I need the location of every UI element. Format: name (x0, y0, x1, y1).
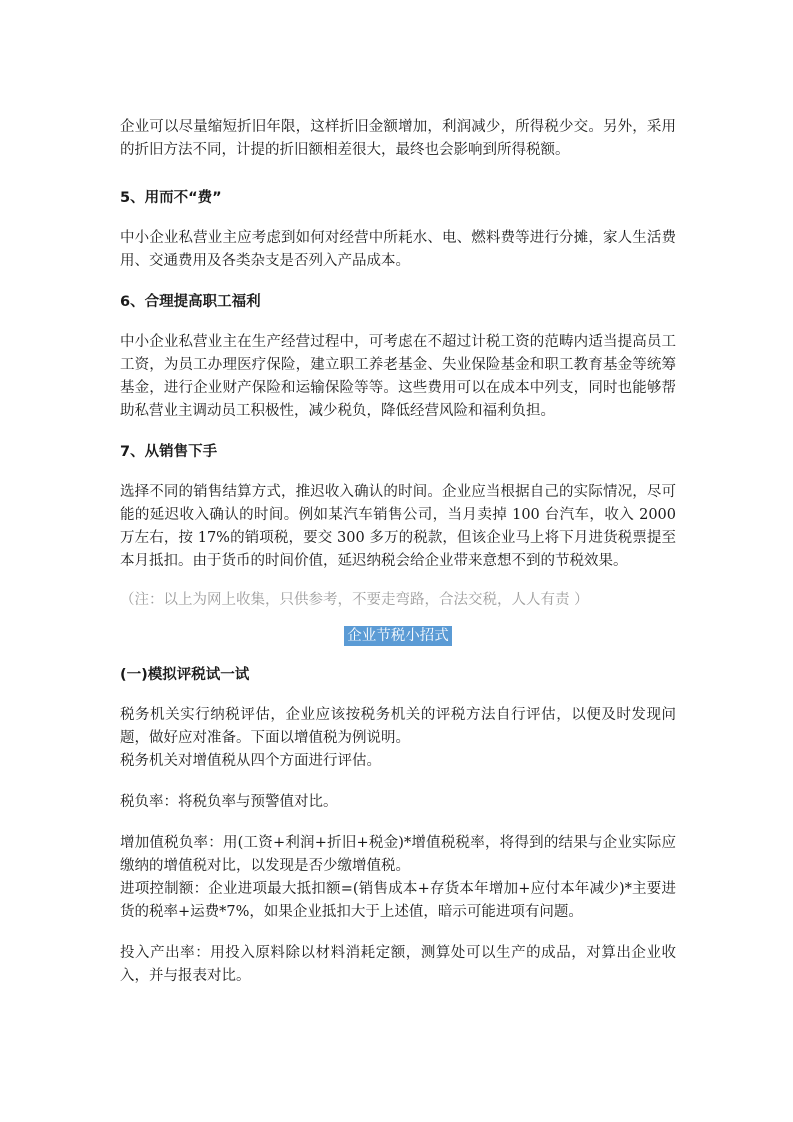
subsection-1-body-2: 税务机关对增值税从四个方面进行评估。 (120, 753, 381, 769)
section-7-heading: 7、从销售下手 (120, 444, 218, 460)
input-output-rate-item: 投入产出率：用投入原料除以材料消耗定额，测算处可以生产的成品，对算出企业收入，并与报表对比。 (120, 945, 676, 984)
section-5-heading: 5、用而不“费” (120, 190, 222, 206)
document-page (120, 116, 676, 988)
disclaimer-note: （注：以上为网上收集，只供参考，不要走弯路，合法交税，人人有责 ） (120, 592, 589, 608)
highlighted-banner-title: 企业节税小招式 (344, 626, 452, 646)
section-7-body: 选择不同的销售结算方式，推迟收入确认的时间。企业应当根据自己的实际情况，尽可能的延迟收入确认的时间。例如某汽车销售公司，当月卖掉 100 台汽车，收入 2000 万左右，按 17%的销项税，要交 300 多万的税款，但该企业马上将下月进货税票提至本月抵扣。由于货币的时间价值，延迟纳税会给企业带来意想不到的节税效果。 (120, 484, 676, 569)
section-6-heading: 6、合理提高职工福利 (120, 294, 261, 310)
tax-burden-rate-item: 税负率：将税负率与预警值对比。 (120, 794, 338, 810)
section-5-body: 中小企业私营业主应考虑到如何对经营中所耗水、电、燃料费等进行分摊，家人生活费用、交通费用及各类杂支是否列入产品成本。 (120, 230, 676, 269)
subsection-1-heading: (一)模拟评税试一试 (120, 667, 250, 683)
value-added-tax-rate-item: 增加值税负率：用(工资+利润+折旧+税金)*增值税税率，将得到的结果与企业实际应缴纳的增值税对比，以发现是否少缴增值税。 (120, 835, 676, 874)
input-control-item: 进项控制额：企业进项最大抵扣额=(销售成本+存货本年增加+应付本年减少)*主要进货的税率+运费*7%，如果企业抵扣大于上述值，暗示可能进项有问题。 (120, 881, 676, 920)
subsection-1-body-1: 税务机关实行纳税评估，企业应该按税务机关的评税方法自行评估，以便及时发现问题，做好应对准备。下面以增值税为例说明。 (120, 707, 676, 746)
banner-wrapper (120, 625, 676, 646)
section-6-body: 中小企业私营业主在生产经营过程中，可考虑在不超过计税工资的范畴内适当提高员工工资，为员工办理医疗保险，建立职工养老基金、失业保险基金和职工教育基金等统筹基金，进行企业财产保险和运输保险等等。这些费用可以在成本中列支，同时也能够帮助私营业主调动员工积极性，减少税负，降低经营风险和福利负担。 (120, 334, 676, 419)
intro-paragraph: 企业可以尽量缩短折旧年限，这样折旧金额增加，利润减少，所得税少交。另外，采用的折旧方法不同，计提的折旧额相差很大，最终也会影响到所得税额。 (120, 119, 676, 158)
